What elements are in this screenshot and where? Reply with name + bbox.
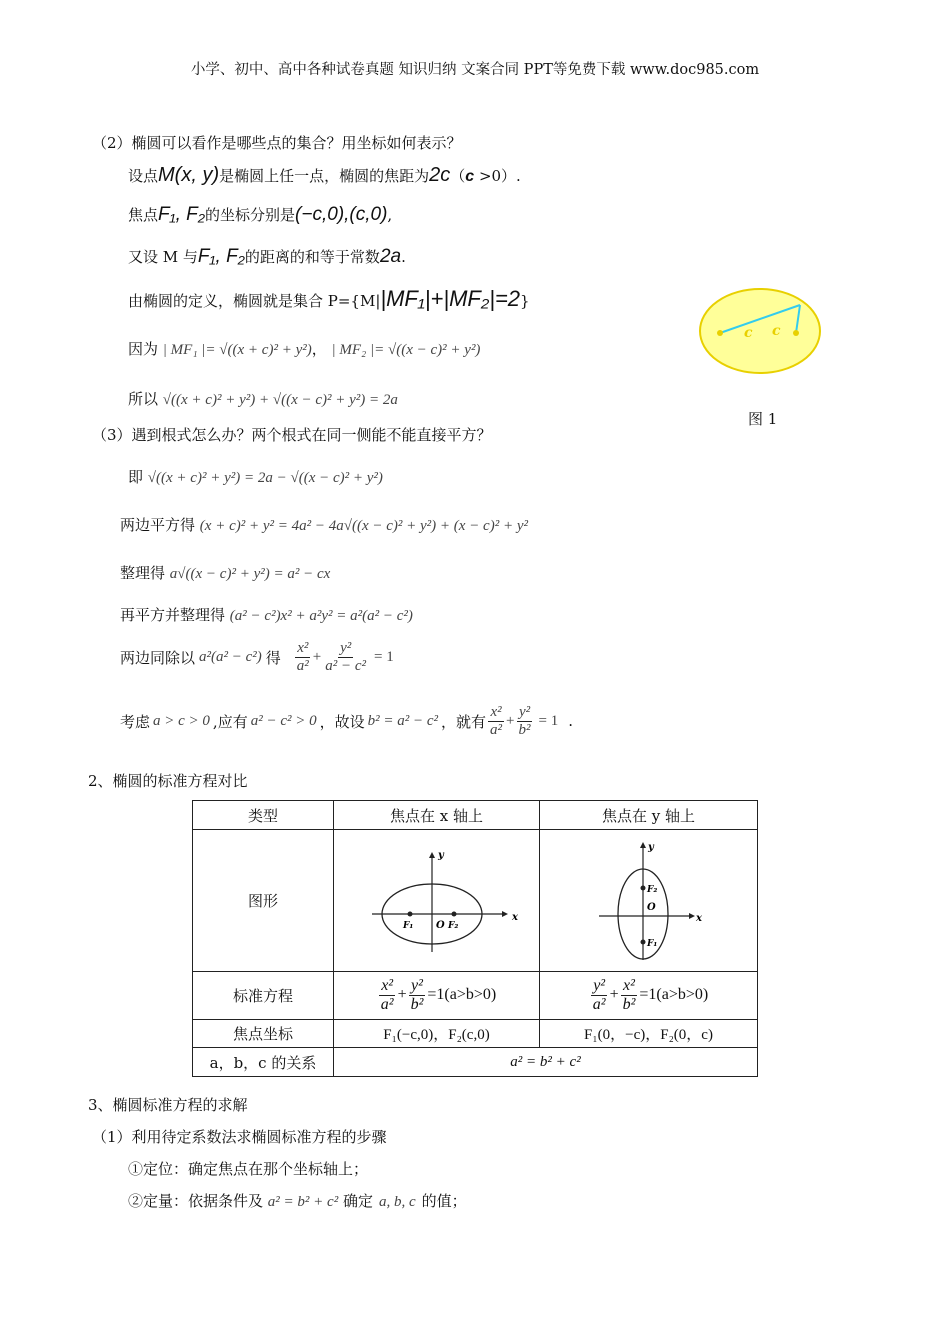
- focus-f1-dot: [407, 911, 412, 916]
- equation-condition: =1(a>b>0): [427, 986, 497, 1004]
- text: 整理得: [120, 564, 166, 582]
- section2-line1: [128, 164, 521, 187]
- text: 设点: [128, 167, 159, 185]
- text: 再平方并整理得: [120, 606, 226, 624]
- origin-label: O: [646, 901, 656, 913]
- fraction-x2-a2: [379, 977, 396, 1013]
- fraction-y-b: [517, 704, 533, 738]
- text: 所以: [128, 390, 159, 408]
- denominator: a²: [592, 996, 606, 1013]
- text: 得: [265, 648, 281, 667]
- numerator: x²: [297, 640, 309, 656]
- text: 又设 M 与: [128, 248, 198, 266]
- math-inequality: a > c > 0: [153, 712, 210, 729]
- section2-line6: [128, 388, 398, 409]
- step-2: [128, 1190, 467, 1211]
- fraction-y2-a2: [591, 977, 608, 1013]
- row-label-graph: 图形: [193, 830, 334, 972]
- section3-line5: [120, 640, 394, 674]
- page-header: 小学、初中、高中各种试卷真题 知识归纳 文案合同 PPT等免费下载 www.doc985.com: [190, 62, 760, 78]
- row-label-equation: 标准方程: [193, 972, 334, 1020]
- row-label-relation: a，b，c 的关系: [193, 1048, 334, 1077]
- text: 的坐标分别是: [205, 206, 296, 224]
- text: 由椭圆的定义，椭圆就是集合 P={M|: [128, 292, 381, 310]
- figure1-ellipse: [690, 285, 830, 385]
- denominator: b²: [622, 996, 636, 1013]
- ellipse-x-axis-graph: [352, 844, 522, 954]
- denominator: b²: [410, 996, 424, 1013]
- equals-one: = 1: [538, 712, 559, 729]
- x-arrow-icon: [502, 911, 508, 917]
- math-foci-coords: (−c,0),(c,0): [295, 204, 388, 225]
- f1-label: F₁: [646, 938, 657, 949]
- denominator: b²: [518, 721, 531, 738]
- focus-f2-dot: [793, 330, 799, 336]
- text: >0）.: [474, 167, 521, 185]
- math-positive: a² − c² > 0: [250, 712, 317, 729]
- plus-sign: +: [609, 986, 619, 1004]
- math-simplify: a√((x − c)² + y²) = a² − cx: [169, 566, 331, 582]
- section3-line1: [128, 466, 383, 487]
- table-row-relation: [193, 1048, 758, 1077]
- focus-f2-dot: [451, 911, 456, 916]
- table-row-equation: [193, 972, 758, 1020]
- math-foci: F₁, F₂: [158, 204, 206, 225]
- heading-3: 3、椭圆标准方程的求解: [88, 1096, 248, 1114]
- focus-f1-dot: [640, 939, 645, 944]
- math-mf2: | MF₂ |= √((x − c)² + y²): [331, 342, 481, 358]
- math-point-m: M(x, y): [158, 164, 220, 186]
- heading-2: 2、椭圆的标准方程对比: [88, 772, 248, 790]
- y-arrow-icon: [429, 852, 435, 858]
- graph-y-cell: [540, 830, 758, 972]
- f2-label: F₂: [447, 920, 458, 931]
- math-square: (x + c)² + y² = 4a² − 4a√((x − c)² + y²) + (x − c)² + y²: [199, 518, 528, 534]
- math-abc: a, b, c: [379, 1194, 416, 1210]
- text: 焦点: [128, 206, 159, 224]
- y-arrow-icon: [640, 842, 646, 848]
- header-x-axis: 焦点在 x 轴上: [334, 801, 540, 830]
- comparison-table: [192, 800, 758, 1077]
- denominator: a²: [490, 721, 503, 738]
- denominator: a² − c²: [325, 657, 367, 674]
- y-label: y: [437, 849, 444, 861]
- plus-sign: +: [397, 986, 407, 1004]
- numerator: x²: [490, 704, 502, 720]
- section3-question: （3）遇到根式怎么办？两个根式在同一侧能不能直接平方？: [92, 426, 492, 444]
- step-1: ①定位：确定焦点在那个坐标轴上；: [128, 1160, 369, 1178]
- denominator: a²: [296, 657, 309, 674]
- text: 考虑: [120, 712, 151, 731]
- fraction-x-a: [295, 640, 311, 674]
- text: }: [520, 292, 530, 310]
- x-label: x: [695, 912, 702, 924]
- row-label-focus: 焦点坐标: [193, 1020, 334, 1048]
- numerator: x²: [623, 977, 635, 995]
- plus-sign: +: [312, 648, 322, 665]
- label-c2: c: [772, 323, 781, 339]
- focus-f2-dot: [640, 885, 645, 890]
- text: ，就有: [441, 712, 487, 731]
- ellipse-y-axis-graph: [589, 836, 709, 962]
- numerator: y²: [593, 977, 606, 995]
- y-label: y: [647, 841, 654, 853]
- focus-coords-x: F₁(−c,0)，F₂(c,0): [334, 1020, 540, 1048]
- text: 的值；: [421, 1192, 467, 1210]
- f1-label: F₁: [402, 920, 413, 931]
- header-type: 类型: [193, 801, 334, 830]
- text: 即: [128, 468, 144, 486]
- period: .: [568, 712, 574, 730]
- fraction-x2-b2: [621, 977, 638, 1013]
- fraction-y-ac: [323, 640, 368, 674]
- text: .: [401, 248, 406, 266]
- label-c1: c: [744, 325, 753, 341]
- origin-label: O: [435, 919, 445, 931]
- text: ,应有: [212, 712, 248, 731]
- math-isolate: √((x + c)² + y²) = 2a − √((x − c)² + y²): [147, 470, 383, 486]
- steps-title: （1）利用待定系数法求椭圆标准方程的步骤: [92, 1128, 387, 1146]
- section3-line6: [120, 704, 573, 738]
- numerator: y²: [340, 640, 352, 656]
- math-square-again: (a² − c²)x² + a²y² = a²(a² − c²): [229, 608, 413, 624]
- text: ，故设: [319, 712, 365, 731]
- section2-question: （2）椭圆可以看作是哪些点的集合？用坐标如何表示？: [92, 134, 462, 152]
- numerator: y²: [411, 977, 423, 995]
- text: 确定: [342, 1192, 373, 1210]
- equation-condition: =1(a>b>0): [639, 986, 709, 1004]
- equation-y: [540, 972, 758, 1020]
- plus-sign: +: [506, 712, 515, 729]
- math-c: c: [465, 168, 475, 185]
- math-relation: a² = b² + c²: [267, 1194, 339, 1210]
- text: （: [450, 167, 466, 185]
- text: ,: [387, 206, 393, 224]
- table-row-graph: [193, 830, 758, 972]
- denominator: a²: [380, 996, 394, 1013]
- graph-x-cell: [334, 830, 540, 972]
- text: 的距离的和等于常数: [244, 248, 380, 266]
- math-2c: 2c: [429, 164, 451, 186]
- focus-f1-dot: [717, 330, 723, 336]
- header-y-axis: 焦点在 y 轴上: [540, 801, 758, 830]
- math-foci: F₁, F₂: [197, 246, 245, 267]
- fraction-x-a: [488, 704, 504, 738]
- math-mf1: | MF₁ |= √((x + c)² + y²): [162, 342, 312, 358]
- math-b-def: b² = a² − c²: [367, 712, 439, 729]
- numerator: x²: [381, 977, 394, 995]
- x-label: x: [511, 911, 518, 923]
- section2-line5: [128, 338, 480, 359]
- text: 因为: [128, 340, 159, 358]
- text: ，: [311, 340, 327, 358]
- fraction-y2-b2: [409, 977, 426, 1013]
- text: 两边同除以: [120, 648, 196, 667]
- table-row-focus: [193, 1020, 758, 1048]
- equals-one: = 1: [374, 648, 394, 665]
- section3-line2: [120, 514, 528, 535]
- focus-coords-y: F₁(0，−c)，F₂(0，c): [540, 1020, 758, 1048]
- text: 两边平方得: [120, 516, 196, 534]
- relation-formula: a² = b² + c²: [334, 1048, 758, 1077]
- math-set-def: |MF₁|+|MF₂|=2: [380, 286, 521, 311]
- f2-label: F₂: [646, 884, 657, 895]
- section3-line4: [120, 604, 413, 625]
- table-header-row: [193, 801, 758, 830]
- math-sum: √((x + c)² + y²) + √((x − c)² + y²) = 2a: [162, 392, 398, 408]
- figure1-caption: 图 1: [748, 410, 778, 428]
- math-divisor: a²(a² − c²): [199, 648, 262, 665]
- section2-line4: [128, 286, 530, 312]
- x-arrow-icon: [689, 913, 695, 919]
- numerator: y²: [518, 704, 531, 720]
- section2-line3: [128, 246, 406, 268]
- section3-line3: [120, 562, 330, 583]
- text: ②定量：依据条件及: [128, 1192, 264, 1210]
- section2-line2: [128, 204, 392, 226]
- text: 是椭圆上任一点，椭圆的焦距为: [219, 167, 430, 185]
- equation-x: [334, 972, 540, 1020]
- math-2a: 2a: [379, 246, 402, 267]
